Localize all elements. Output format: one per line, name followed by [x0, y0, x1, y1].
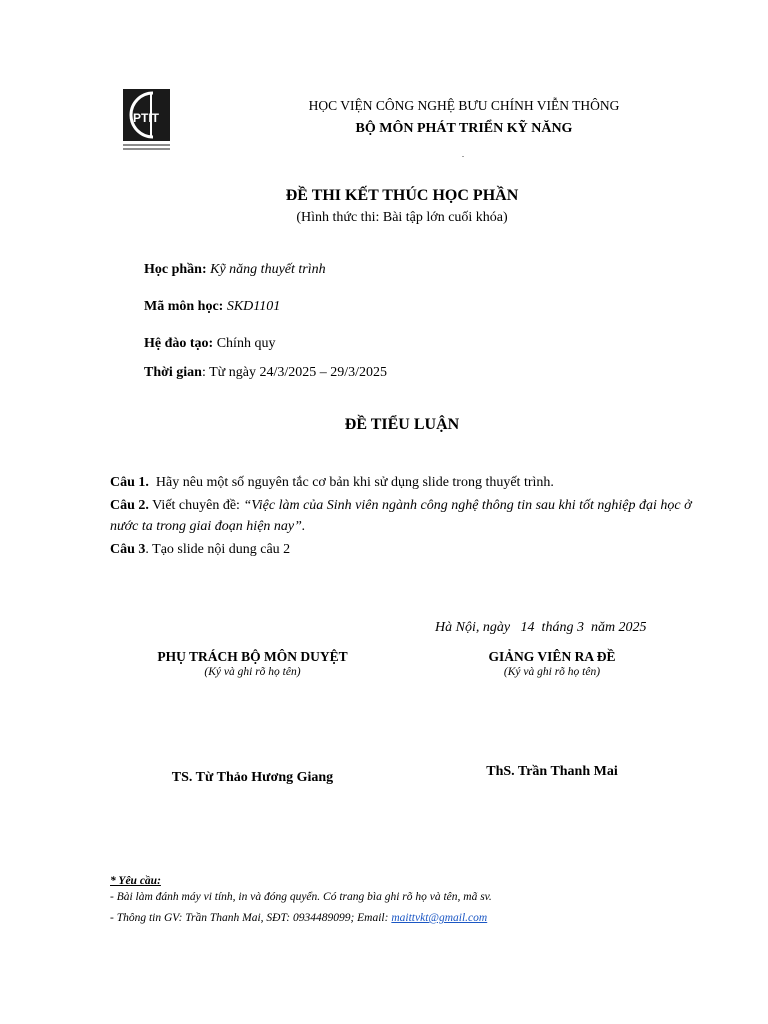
question-2-end: . [301, 519, 306, 534]
course-label: Học phần: [144, 262, 207, 277]
exam-title: ĐỀ THI KẾT THÚC HỌC PHẦN [285, 187, 519, 204]
question-2-quote: “Việc làm của Sinh viên ngành công nghệ thông tin sau khi tốt nghiệp đại học ở nước ta trong giai đoạn hiện nay” [110, 498, 692, 534]
right-signer-name: ThS. Trần Thanh Mai [486, 764, 618, 779]
code-row [144, 299, 280, 315]
question-3 [110, 539, 710, 560]
left-signer-title: PHỤ TRÁCH BỘ MÔN DUYỆT [157, 649, 348, 664]
time-value: : Từ ngày 24/3/2025 – 29/3/2025 [201, 365, 388, 380]
department-name: BỘ MÔN PHÁT TRIỂN KỸ NĂNG [355, 121, 573, 136]
question-3-text: . Tạo slide nội dung câu 2 [145, 542, 291, 557]
right-signer-title: GIẢNG VIÊN RA ĐỀ [488, 649, 616, 664]
logo-text: PTIT [133, 111, 159, 125]
question-3-label: Câu 3 [110, 542, 146, 557]
exam-subtitle: (Hình thức thi: Bài tập lớn cuối khóa) [296, 210, 508, 225]
lecturer-info: - Thông tin GV: Trần Thanh Mai, SĐT: 0934489099; Email: [110, 912, 392, 924]
requirement-line-2 [110, 912, 487, 924]
essay-title: ĐỀ TIỂU LUẬN [344, 416, 460, 433]
question-2-label: Câu 2. [110, 498, 149, 513]
right-signer-note: (Ký và ghi rõ họ tên) [503, 666, 601, 678]
question-2 [110, 495, 710, 537]
organization-name: HỌC VIỆN CÔNG NGHỆ BƯU CHÍNH VIỄN THÔNG [308, 98, 620, 113]
time-row [144, 365, 387, 381]
question-1-label: Câu 1. [110, 475, 149, 490]
header-dot: . [462, 150, 464, 159]
email-link[interactable]: maittvkt@gmail.com [391, 912, 488, 924]
ptit-logo [123, 89, 170, 151]
question-1 [110, 472, 710, 493]
course-value: Kỹ năng thuyết trình [210, 262, 326, 277]
left-signer-note: (Ký và ghi rõ họ tên) [204, 666, 301, 678]
course-row [144, 262, 326, 278]
system-label: Hệ đào tạo: [144, 336, 214, 351]
code-value: SKD1101 [226, 299, 281, 314]
system-value: Chính quy [216, 336, 276, 351]
time-label: Thời gian [144, 365, 202, 380]
system-row [144, 336, 275, 352]
requirement-line-1: - Bài làm đánh máy vi tính, in và đóng quyển. Có trang bìa ghi rõ họ và tên, mã sv. [110, 891, 492, 903]
question-1-text: Hãy nêu một số nguyên tắc cơ bản khi sử dụng slide trong thuyết trình. [148, 475, 554, 490]
signing-date: Hà Nội, ngày 14 tháng 3 năm 2025 [435, 620, 647, 635]
requirements-heading: * Yêu cầu: [110, 875, 161, 887]
question-2-text: Viết chuyên đề: [148, 498, 244, 513]
code-label: Mã môn học: [144, 299, 224, 314]
left-signer-name: TS. Từ Thảo Hương Giang [171, 770, 334, 785]
